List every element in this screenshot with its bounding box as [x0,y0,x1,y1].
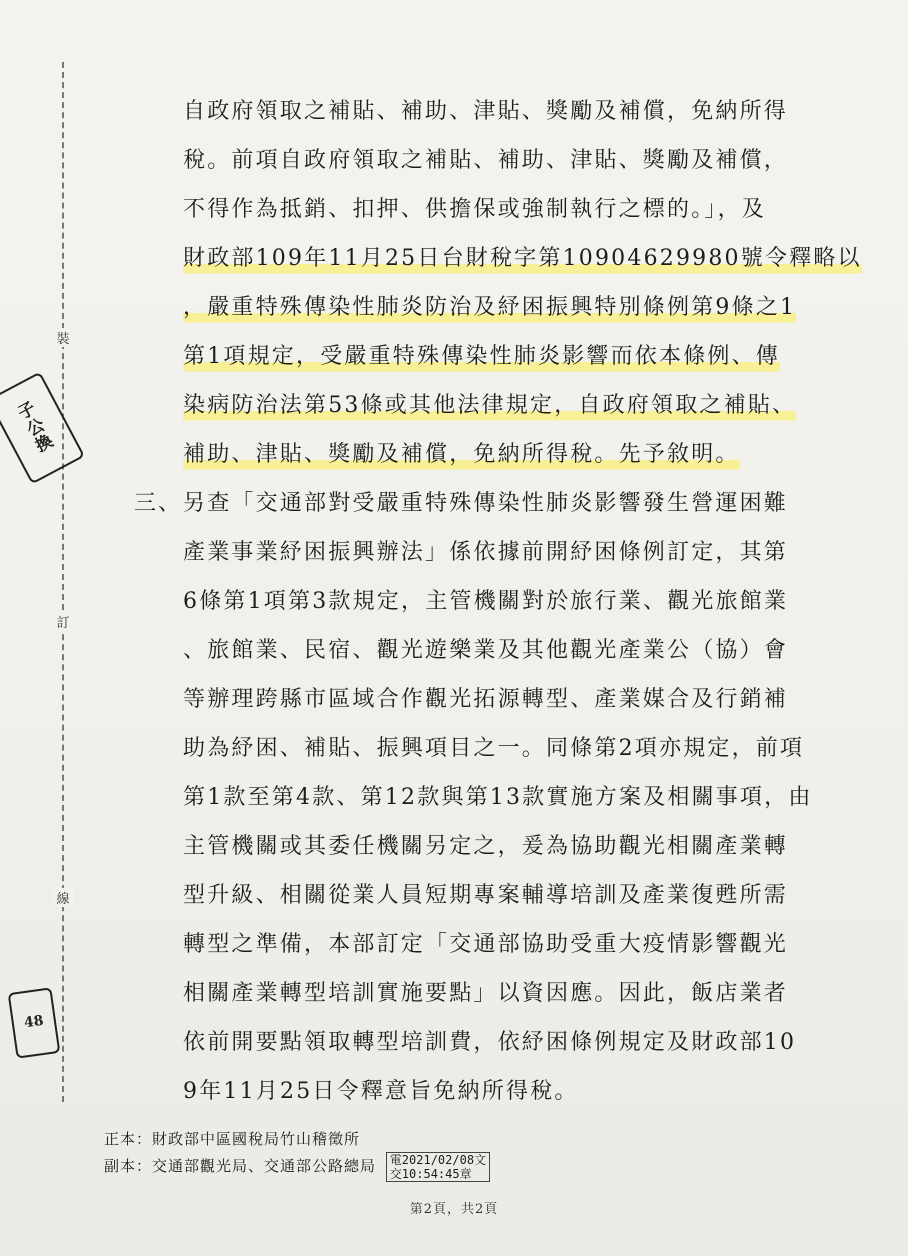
paragraph-line: 不得作為抵銷、扣押、供擔保或強制執行之標的。」，及 [183,197,767,222]
item-three-line: 主管機關或其委任機關另定之，爰為協助觀光相關產業轉 [183,834,789,859]
item-three-line: 產業事業紓困振興辦法」係依據前開紓困條例訂定，其第 [183,540,789,565]
item-three-line: 另查「交通部對受嚴重特殊傳染性肺炎影響發生營運困難 [183,491,789,516]
binding-mark-ding: 訂 [52,612,74,631]
original-recipient: 正本：財政部中區國稅局竹山稽徵所 [104,1130,361,1148]
paragraph-line: 自政府領取之補貼、補助、津貼、獎勵及補償，免納所得 [183,99,789,124]
binding-line [62,62,64,1102]
paragraph-line-highlighted: 染病防治法第53條或其他法律規定，自政府領取之補貼、 [183,386,796,426]
item-three-line: 助為紓困、補貼、振興項目之一。同條第2項亦規定，前項 [183,736,805,761]
copy-recipients [104,1152,490,1182]
item-three-line: 9年11月25日令釋意旨免納所得稅。 [183,1079,579,1104]
official-seal-stamp: 子 公 換 [0,372,85,485]
paragraph-line-highlighted: ，嚴重特殊傳染性肺炎防治及紓困振興特別條例第9條之1 [183,288,796,328]
item-three-line: 6條第1項第3款規定，主管機關對於旅行業、觀光旅館業 [183,589,789,614]
item-three-line: 型升級、相關從業人員短期專案輔導培訓及產業復甦所需 [183,883,789,908]
binding-mark-xian: 線 [52,888,74,907]
paragraph-line-highlighted: 第1項規定，受嚴重特殊傳染性肺炎影響而依本條例、傳 [183,337,780,377]
page-number: 第2頁，共2頁 [409,1202,499,1217]
item-three-marker: 三、 [134,491,183,516]
paragraph-line: 稅。前項自政府領取之補貼、補助、津貼、獎勵及補償， [183,148,789,173]
item-three-line: 依前開要點領取轉型培訓費，依紓困條例規定及財政部10 [183,1030,797,1055]
bottom-seal-stamp: 48 [8,987,61,1058]
copy-recipients-text: 副本：交通部觀光局、交通部公路總局 [104,1157,377,1175]
dispatch-timestamp-stamp: 電2021/02/08文 交10:54:45章 [386,1152,490,1182]
item-three-line: 、旅館業、民宿、觀光遊樂業及其他觀光產業公（協）會 [183,638,789,663]
item-three-line: 相關產業轉型培訓實施要點」以資因應。因此，飯店業者 [183,981,789,1006]
item-three-line: 第1款至第4款、第12款與第13款實施方案及相關事項，由 [183,785,813,810]
paragraph-line-highlighted: 補助、津貼、獎勵及補償，免納所得稅。先予敘明。 [183,435,740,475]
item-three-line: 等辦理跨縣市區域合作觀光拓源轉型、產業媒合及行銷補 [183,687,789,712]
item-three-line: 轉型之準備，本部訂定「交通部協助受重大疫情影響觀光 [183,932,789,957]
binding-mark-zhuang: 裝 [52,328,74,347]
paragraph-line-highlighted: 財政部109年11月25日台財稅字第10904629980號令釋略以 [183,239,862,279]
